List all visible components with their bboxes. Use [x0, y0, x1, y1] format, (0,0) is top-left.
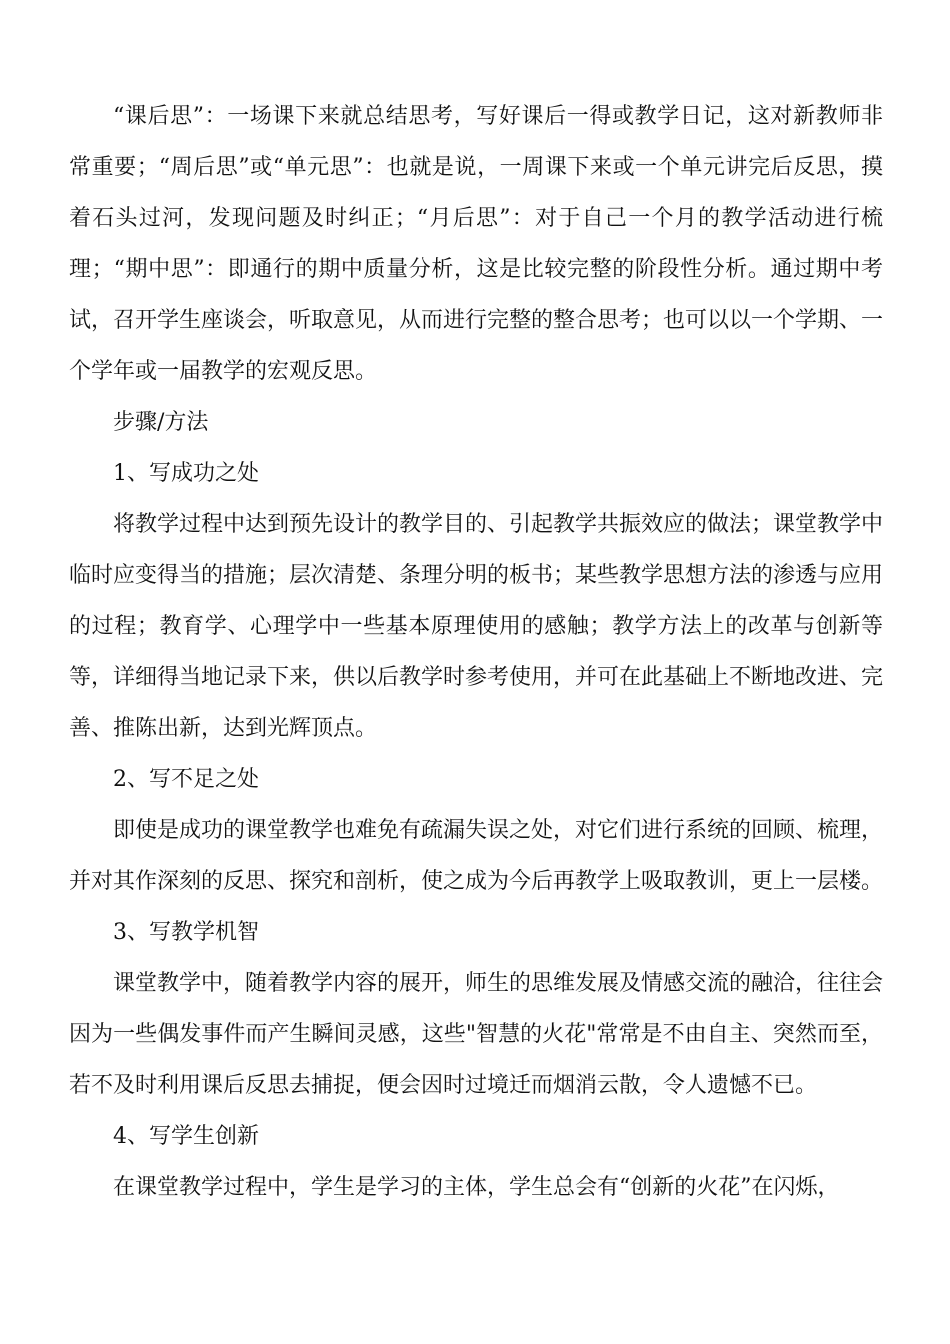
paragraph-write-successes: 将教学过程中达到预先设计的教学目的、引起教学共振效应的做法；课堂教学中临时应变得当的措施；层次清楚、条理分明的板书；某些教学思想方法的渗透与应用的过程；教育学、心理学中一些基本原理使用的感触；教学方法上的改革与创新等等，详细得当地记录下来，供以后教学时参考使用，并可在此基础上不断地改进、完善、推陈出新，达到光辉顶点。: [69, 512, 884, 741]
heading-teaching-wit: 3、写教学机智: [113, 920, 259, 945]
paragraph-write-shortcomings: 即使是成功的课堂教学也难免有疏漏失误之处，对它们进行系统的回顾、梳理，并对其作深刻的反思、探究和剖析，使之成为今后再教学上吸取教训，更上一层楼。: [69, 818, 884, 894]
paragraph-teaching-wit: 课堂教学中，随着教学内容的展开，师生的思维发展及情感交流的融洽，往往会因为一些偶发事件而产生瞬间灵感，这些"智慧的火花"常常是不由自主、突然而至，若不及时利用课后反思去捕捉，便会因时过境迁而烟消云散，令人遗憾不已。: [69, 971, 884, 1098]
paragraph-student-innovation: 在课堂教学过程中，学生是学习的主体，学生总会有“创新的火花”在闪烁，: [113, 1175, 840, 1200]
document-body: [69, 91, 883, 1213]
heading-write-successes: 1、写成功之处: [113, 461, 259, 486]
heading-write-shortcomings: 2、写不足之处: [113, 767, 259, 792]
paragraph-reflection-periods: “课后思”：一场课下来就总结思考，写好课后一得或教学日记，这对新教师非常重要；“周后思”或“单元思”：也就是说，一周课下来或一个单元讲完后反思，摸着石头过河，发现问题及时纠正；“月后思”：对于自己一个月的教学活动进行梳理；“期中思”：即通行的期中质量分析，这是比较完整的阶段性分析。通过期中考试，召开学生座谈会，听取意见，从而进行完整的整合思考；也可以以一个学期、一个学年或一届教学的宏观反思。: [69, 104, 884, 384]
heading-student-innovation: 4、写学生创新: [113, 1124, 259, 1149]
heading-steps-methods: 步骤/方法: [113, 410, 209, 435]
